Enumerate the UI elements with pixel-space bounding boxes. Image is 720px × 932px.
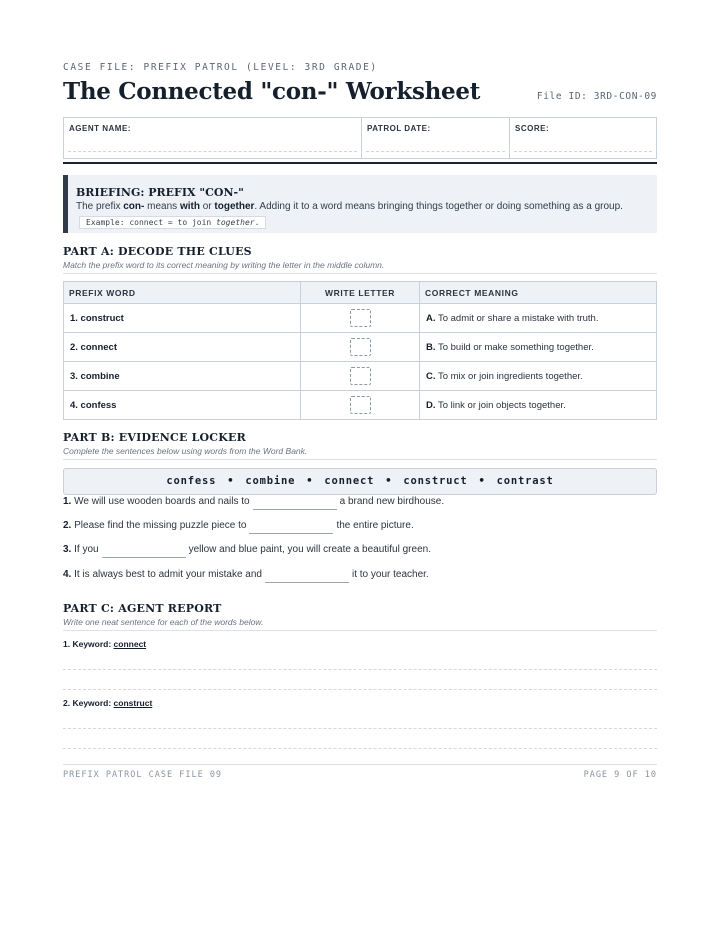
col-correct-meaning: CORRECT MEANING — [420, 282, 657, 304]
patrol-date-field[interactable] — [362, 118, 510, 158]
word-bank-word: confess — [166, 475, 217, 487]
agent-info-box — [63, 117, 657, 159]
word-bank-separator: • — [478, 475, 486, 487]
case-file-label: CASE FILE: PREFIX PATROL (LEVEL: 3RD GRADE) — [63, 62, 378, 73]
table-row — [64, 333, 657, 362]
score-line — [514, 151, 652, 152]
keyword-2: 2. Keyword: construct — [63, 698, 153, 708]
footer-case-file: PREFIX PATROL CASE FILE 09 — [63, 770, 223, 780]
score-field[interactable] — [510, 118, 656, 158]
col-write-letter: WRITE LETTER — [301, 282, 420, 304]
header-divider — [63, 162, 657, 164]
part-c-section — [63, 602, 657, 708]
word-bank-word: contrast — [496, 475, 554, 487]
briefing-text: The prefix con- means with or together. Adding it to a word means bringing things together or doing something as a group. — [76, 201, 623, 212]
table-row — [64, 304, 657, 333]
meaning-cell: D. To link or join objects together. — [420, 391, 657, 420]
word-bank-separator: • — [227, 475, 235, 487]
patrol-date-line — [366, 151, 505, 152]
part-b-title: PART B: EVIDENCE LOCKER — [63, 431, 246, 444]
part-b-rule — [63, 459, 657, 460]
part-c-title: PART C: AGENT REPORT — [63, 602, 222, 615]
worksheet-page — [63, 62, 657, 780]
sentence-2: 2. Please find the missing puzzle piece to the entire picture. — [63, 519, 414, 533]
prefix-word: 2. connect — [64, 333, 301, 362]
word-bank-separator: • — [306, 475, 314, 487]
answer-blank[interactable] — [249, 519, 333, 534]
title-row — [63, 78, 657, 108]
keyword-1: 1. Keyword: connect — [63, 639, 147, 649]
letter-cell — [301, 362, 420, 391]
word-bank-word: combine — [245, 475, 296, 487]
briefing-box — [63, 175, 657, 233]
briefing-title: BRIEFING: PREFIX "CON-" — [76, 186, 244, 199]
answer-blank[interactable] — [253, 495, 337, 510]
file-id: File ID: 3RD-CON-09 — [536, 91, 657, 102]
word-bank-separator: • — [385, 475, 393, 487]
writing-line[interactable] — [63, 669, 657, 670]
letter-cell — [301, 333, 420, 362]
letter-cell — [301, 391, 420, 420]
part-c-subtitle: Write one neat sentence for each of the words below. — [63, 617, 264, 627]
prefix-word: 1. construct — [64, 304, 301, 333]
part-b-section — [63, 431, 657, 580]
letter-answer-box[interactable] — [350, 309, 371, 327]
score-label: SCORE: — [515, 124, 550, 133]
letter-cell — [301, 304, 420, 333]
sentence-1: 1. We will use wooden boards and nails to a brand new birdhouse. — [63, 495, 444, 509]
part-a-title: PART A: DECODE THE CLUES — [63, 245, 252, 258]
meaning-cell: B. To build or make something together. — [420, 333, 657, 362]
writing-line[interactable] — [63, 748, 657, 749]
part-a-section — [63, 245, 657, 420]
word-bank-word: connect — [324, 475, 375, 487]
page-footer — [63, 764, 657, 780]
answer-blank[interactable] — [102, 543, 186, 558]
matching-table — [63, 281, 657, 420]
meaning-cell: C. To mix or join ingredients together. — [420, 362, 657, 391]
footer-page-number: PAGE 9 OF 10 — [583, 770, 657, 780]
part-a-subtitle: Match the prefix word to its correct meaning by writing the letter in the middle column. — [63, 260, 385, 270]
page-title: The Connected "con-" Worksheet — [63, 78, 481, 105]
letter-answer-box[interactable] — [350, 367, 371, 385]
agent-name-line — [68, 151, 357, 152]
sentence-3: 3. If you yellow and blue paint, you will create a beautiful green. — [63, 543, 431, 557]
prefix-word: 4. confess — [64, 391, 301, 420]
writing-line[interactable] — [63, 689, 657, 690]
letter-answer-box[interactable] — [350, 396, 371, 414]
sentence-4: 4. It is always best to admit your mistake and it to your teacher. — [63, 568, 429, 582]
prefix-word: 3. combine — [64, 362, 301, 391]
col-prefix-word: PREFIX WORD — [64, 282, 301, 304]
agent-name-label: AGENT NAME: — [69, 124, 131, 133]
part-a-rule — [63, 273, 657, 274]
letter-answer-box[interactable] — [350, 338, 371, 356]
agent-name-field[interactable] — [64, 118, 362, 158]
matching-table-header — [64, 282, 657, 304]
table-row — [64, 362, 657, 391]
meaning-cell: A. To admit or share a mistake with truth. — [420, 304, 657, 333]
part-c-rule — [63, 630, 657, 631]
table-row — [64, 391, 657, 420]
briefing-example: Example: connect = to join together. — [79, 216, 266, 229]
word-bank-word: construct — [403, 475, 468, 487]
part-b-subtitle: Complete the sentences below using words from the Word Bank. — [63, 446, 308, 456]
patrol-date-label: PATROL DATE: — [367, 124, 431, 133]
word-bank — [63, 468, 657, 495]
writing-line[interactable] — [63, 728, 657, 729]
answer-blank[interactable] — [265, 568, 349, 583]
